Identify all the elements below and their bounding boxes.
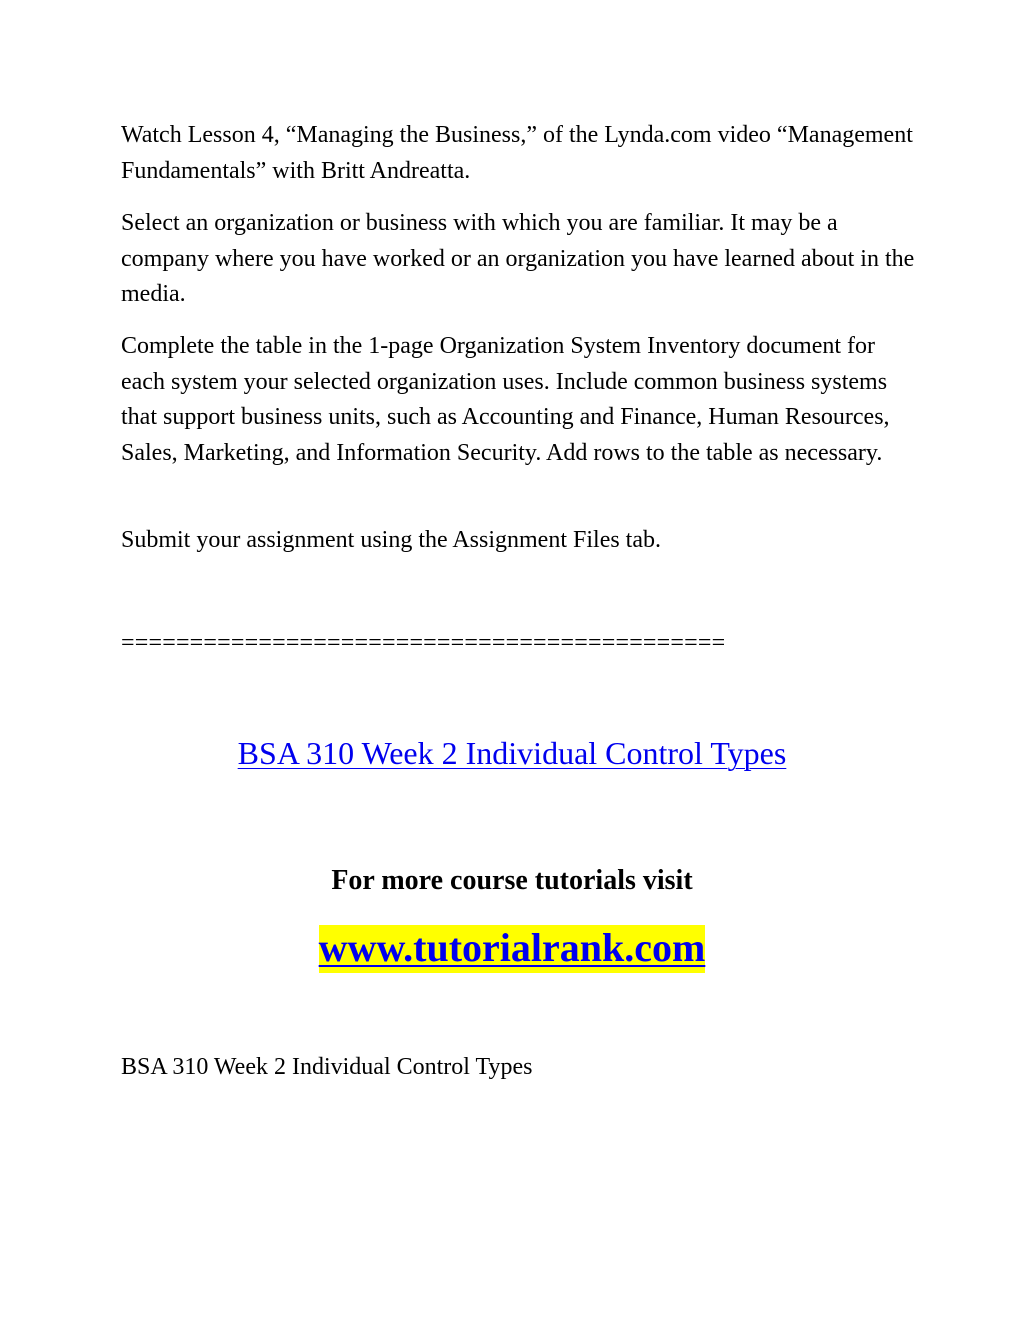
paragraph-select-organization: Select an organization or business with which you are familiar. It may be a company where you have worked or an organization you have learned about in the media. (121, 210, 915, 307)
paragraph-watch-lesson: Watch Lesson 4, “Managing the Business,” of the Lynda.com video “Management Fundamentals” with Britt Andreatta. (121, 122, 913, 184)
tutorial-site-link[interactable]: www.tutorialrank.com (319, 925, 706, 973)
paragraph-complete-table: Complete the table in the 1-page Organization System Inventory document for each system your selected organization uses. Include common business systems that support business units, such as Accounting and Finance, Human Resources, Sales, Marketing, and Information Security. Add rows to the table as necessary. (121, 333, 890, 466)
site-link-container (0, 925, 1024, 973)
paragraph-submit-assignment: Submit your assignment using the Assignment Files tab. (121, 527, 661, 553)
course-title-link[interactable]: BSA 310 Week 2 Individual Control Types (237, 735, 787, 771)
course-title-text: BSA 310 Week 2 Individual Control Types (121, 1054, 533, 1080)
separator-line: ============================================ (121, 630, 726, 656)
more-tutorials-heading: For more course tutorials visit (331, 865, 693, 896)
